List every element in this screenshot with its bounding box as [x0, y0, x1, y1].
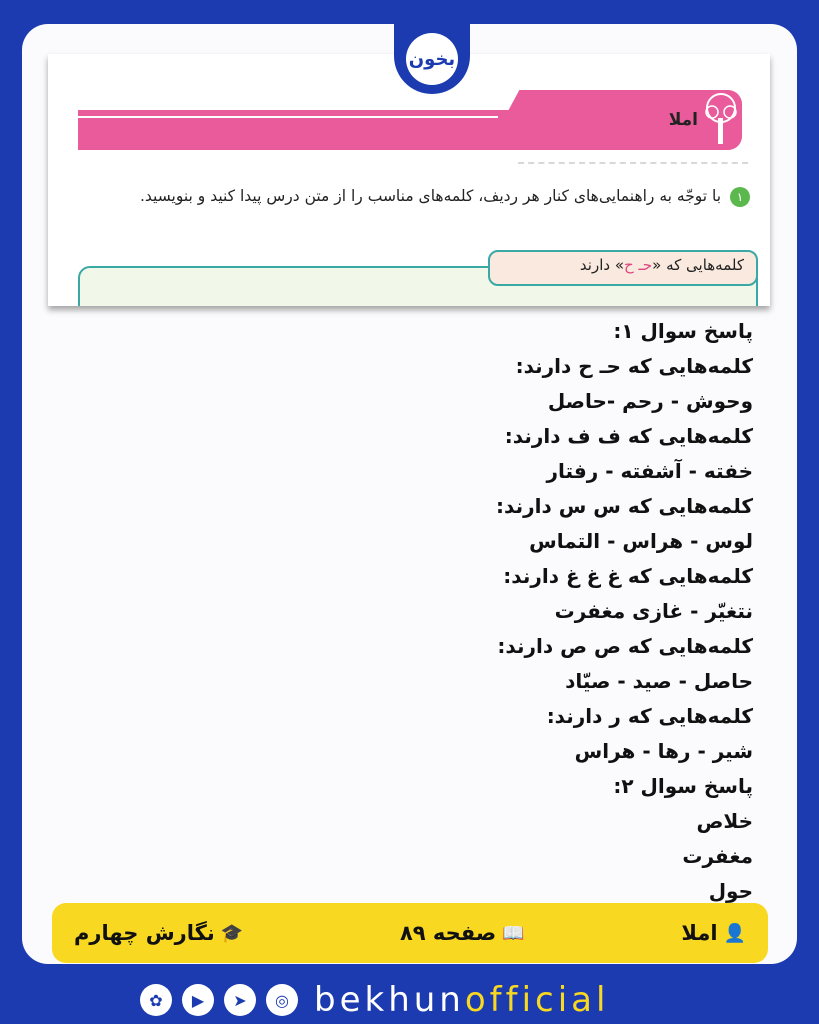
- content-card: [22, 24, 797, 964]
- answer-line: کلمه‌هایی که س س دارند:: [496, 494, 753, 518]
- answer-line: پاسخ سوال ۱:: [613, 319, 753, 343]
- answer-line: کلمه‌هایی که حـ ح دارند:: [515, 354, 753, 378]
- footer-subject: [681, 921, 746, 945]
- footer-subject-label: املا: [681, 921, 718, 945]
- answer-line: کلمه‌هایی که ر دارند:: [546, 704, 753, 728]
- telegram-icon[interactable]: ➤: [224, 984, 256, 1016]
- textbook-scan: [48, 54, 770, 306]
- instruction-text: با توجّه به راهنمایی‌های کنار هر ردیف، کلمه‌های مناسب را از متن درس پیدا کنید و بنویسید.: [139, 187, 722, 205]
- open-book-icon: 📖: [502, 922, 525, 944]
- banner-stripe: [78, 116, 498, 118]
- answer-line: شیر - رها - هراس: [574, 739, 753, 763]
- hint-prefix: کلمه‌هایی که «: [652, 256, 744, 274]
- student-icon: 👤: [723, 922, 746, 944]
- question-number-badge: ۱: [730, 187, 750, 207]
- question-instruction: [70, 174, 750, 218]
- aparat-icon[interactable]: ✿: [140, 984, 172, 1016]
- answer-line: حول: [708, 879, 753, 903]
- instagram-icon[interactable]: ◎: [266, 984, 298, 1016]
- answer-line: مغفرت: [682, 844, 753, 868]
- hint-box: [488, 250, 758, 286]
- answer-line: پاسخ سوال ۲:: [613, 774, 753, 798]
- brand-handle[interactable]: [314, 980, 609, 1020]
- section-title: املا: [668, 110, 698, 130]
- brand-suffix: official: [464, 980, 610, 1020]
- answer-line: وحوش - رحم -حاصل: [547, 389, 753, 413]
- dashed-divider: [518, 162, 748, 164]
- answer-line: کلمه‌هایی که غ غ غ دارند:: [503, 564, 753, 588]
- answer-line: کلمه‌هایی که ص ص دارند:: [497, 634, 753, 658]
- tree-icon: [696, 88, 746, 148]
- footer-bar: [52, 903, 768, 963]
- footer-page: [400, 921, 525, 945]
- answer-line: کلمه‌هایی که ف ف دارند:: [504, 424, 753, 448]
- footer-book: [74, 921, 243, 945]
- brand-prefix: bekhun: [314, 980, 465, 1020]
- brand-logo: بخون: [406, 33, 458, 85]
- answer-line: حاصل - صید - صیّاد: [565, 669, 753, 693]
- answer-line: نتغیّر - غازی مغفرت: [554, 599, 753, 623]
- footer-page-label: صفحه ۸۹: [399, 921, 497, 945]
- hint-letters: حـ ح: [624, 256, 653, 274]
- social-bar: [140, 978, 609, 1022]
- footer-book-label: نگارش چهارم: [74, 921, 215, 945]
- hint-suffix: » دارند: [579, 256, 624, 274]
- graduation-books-icon: 🎓: [220, 922, 244, 944]
- answer-line: خفته - آشفته - رفتار: [546, 459, 753, 483]
- answer-line: لوس - هراس - التماس: [529, 529, 753, 553]
- answer-line: خلاص: [696, 809, 753, 833]
- answer-list: [73, 314, 753, 909]
- youtube-icon[interactable]: ▶: [182, 984, 214, 1016]
